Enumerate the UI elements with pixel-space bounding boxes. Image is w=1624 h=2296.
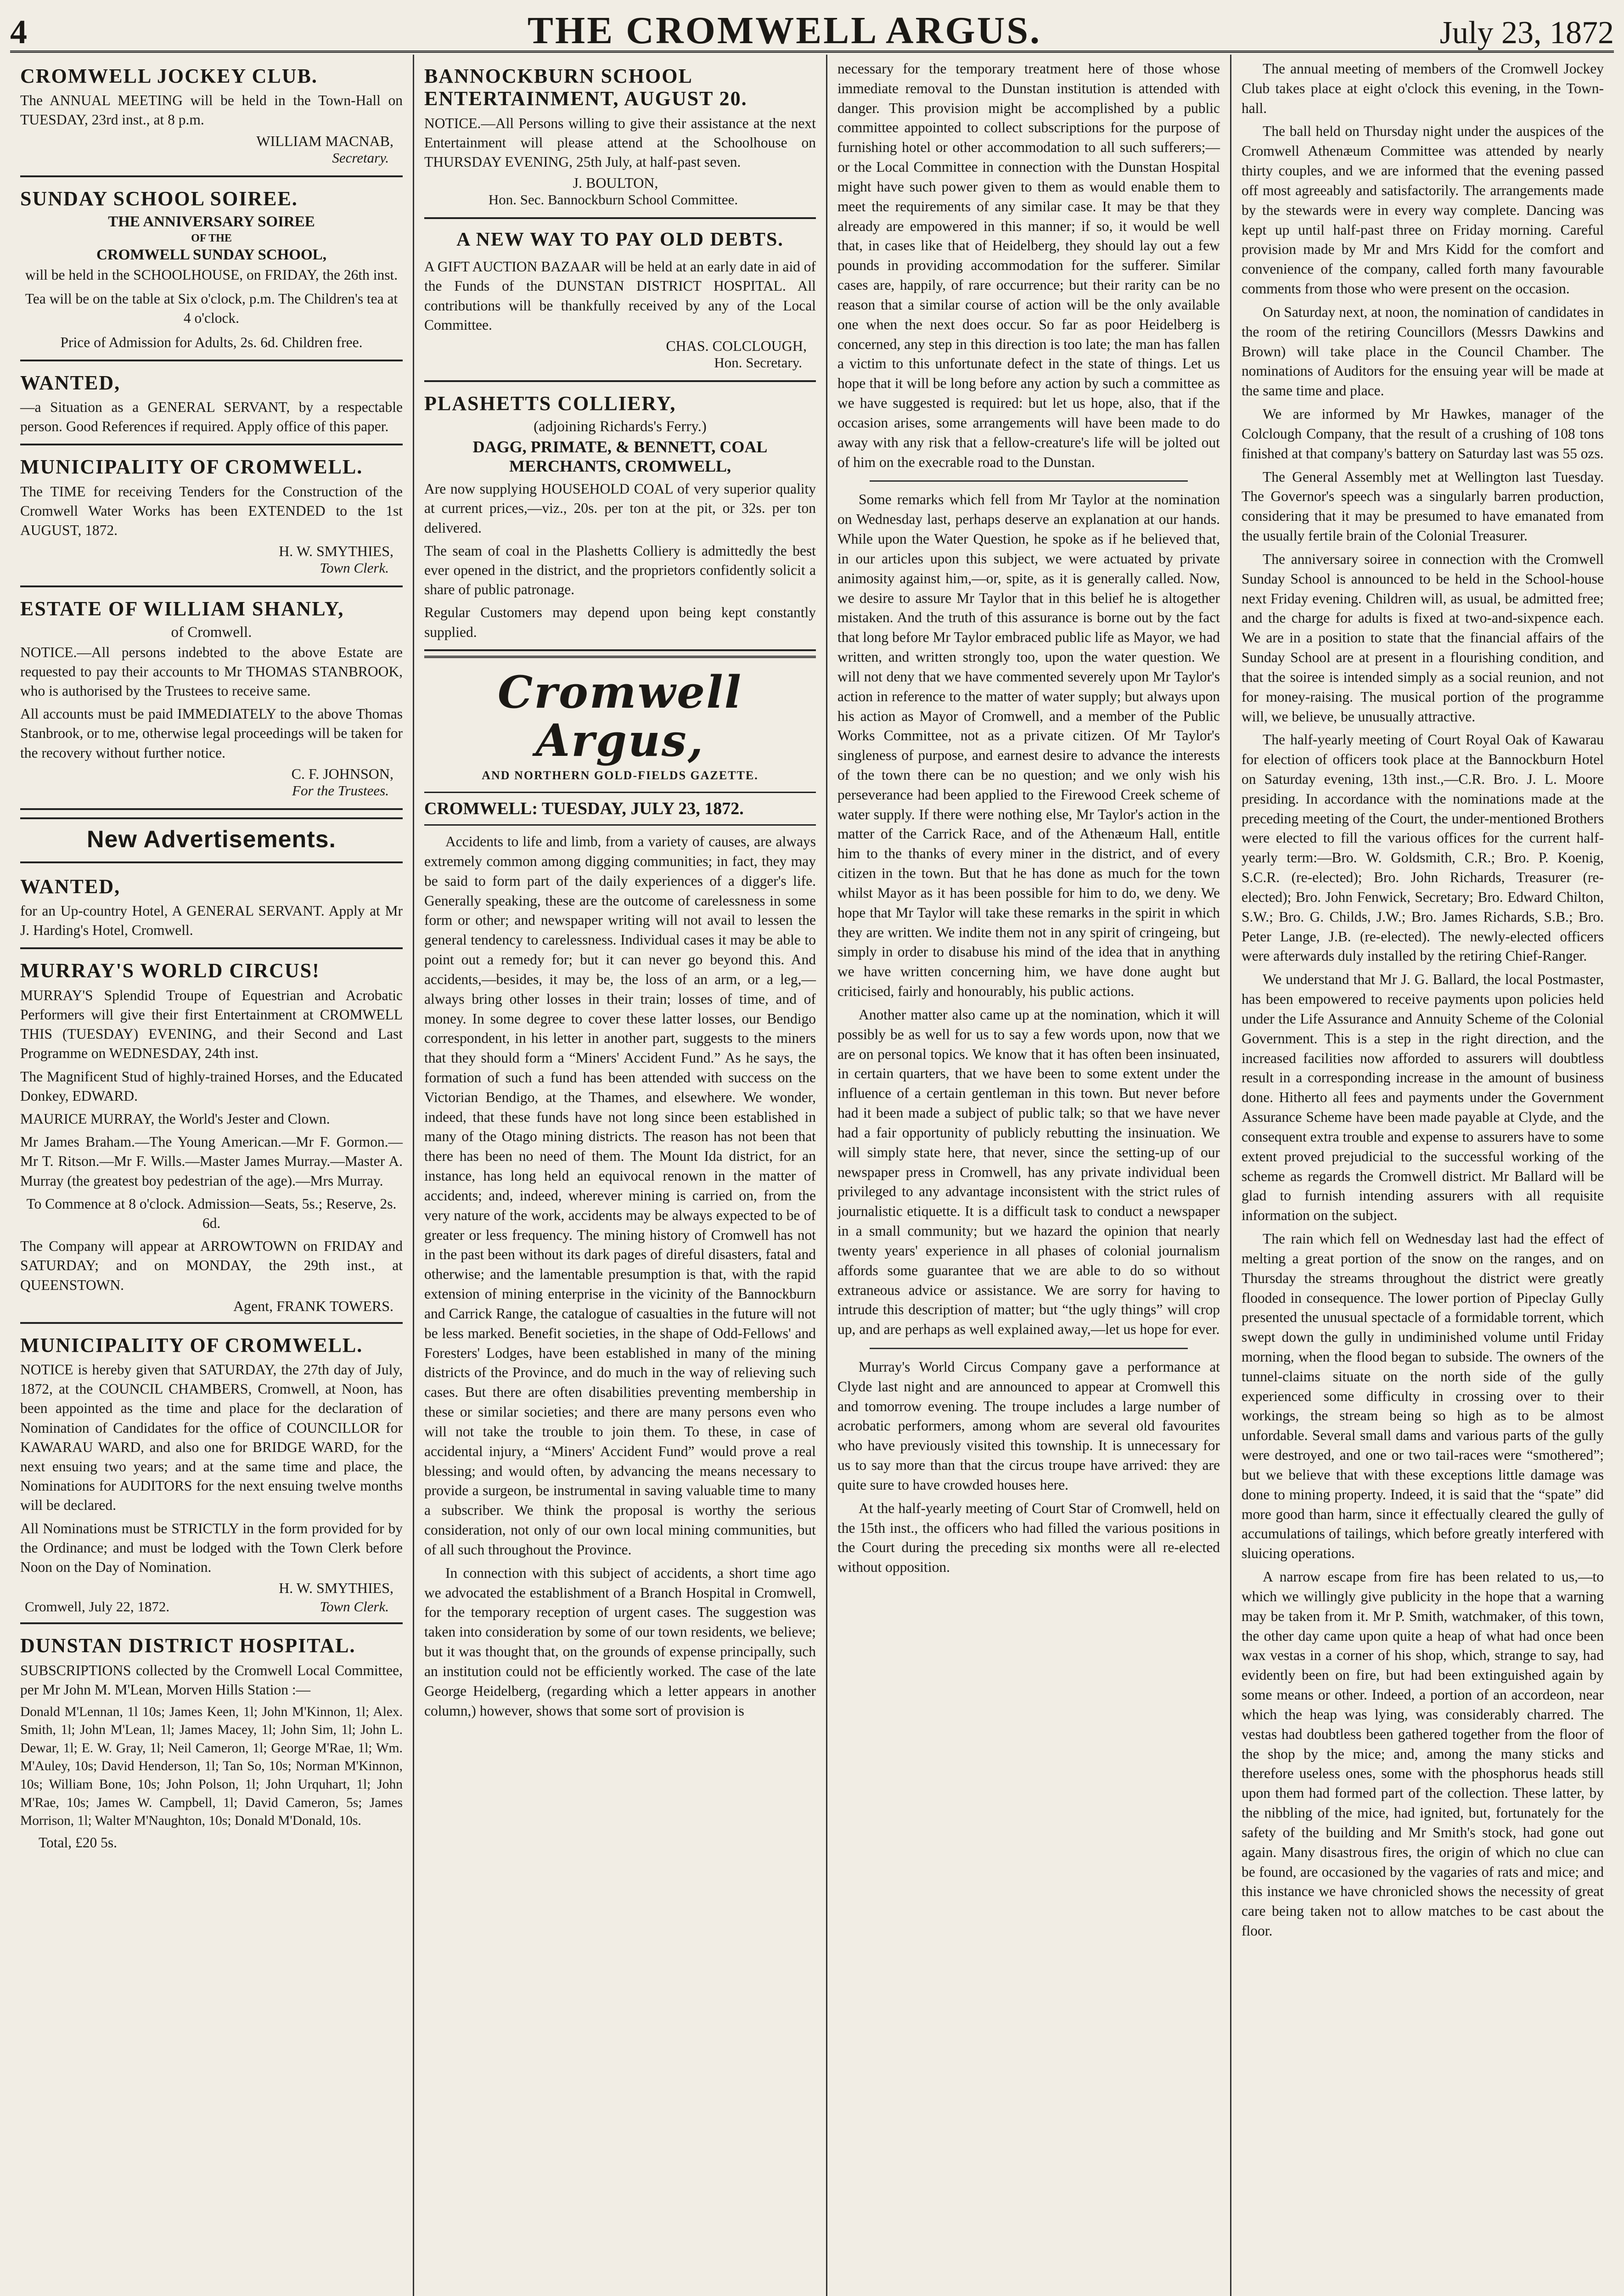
paper-name: THE CROMWELL ARGUS. (527, 9, 1042, 52)
ad-municipality-tenders (20, 450, 403, 587)
news-paragraph: The General Assembly met at Wellington last Tuesday. The Governor's speech was a singularly barren production, considering that it may be presumed to have emanated from the usually fertile brain of the Colonial Treasurer. (1242, 468, 1604, 544)
ad-body: To Commence at 8 o'clock. Admission—Seats, 5s.; Reserve, 2s. 6d. (26, 1195, 397, 1231)
news-paragraph: The annual meeting of members of the Cromwell Jockey Club takes place at eight o'clock this evening, in the Town-hall. (1242, 61, 1604, 116)
ad-body: The seam of coal in the Plashetts Colliery is admittedly the best ever opened in the district, and the proprietors confidently solicit a share of public patronage. (424, 542, 816, 598)
editorial-paragraph: In connection with this subject of accidents, a short time ago we advocated the establishment of a Branch Hospital in Cromwell, for the temporary reception of urgent cases. The suggestion was taken into consideration by some of our town residents, we believe; but it was thought that, on the grounds of expense principally, such an institution could not be efficiently worked. The case of the late George Heidelberg, (regarding which a letter appears in another column,) however, shows that some sort of provision is (424, 1564, 816, 1719)
ad-line: Price of Admission for Adults, 2s. 6d. Children free. (60, 334, 363, 350)
ad-bannockburn-school (424, 59, 816, 219)
ad-signer-role: Secretary. (332, 149, 389, 166)
ad-firm: DAGG, PRIMATE, & BENNETT, COAL MERCHANTS, CROMWELL, (472, 438, 768, 476)
ad-body: The TIME for receiving Tenders for the Construction of the Cromwell Water Works has been EXTENDED to the 1st AUGUST, 1872. (20, 483, 403, 539)
editorial-paragraph: Accidents to life and limb, from a variety of causes, are always extremely common among digging communities; in fact, they may be said to form part of the daily experiences of a digger's life. Generally speaking, these are the outcome of carelessness in some form or other; and newspaper writing will not avail to lessen the general tendency to carelessness. Individual cases it may be able to point out a remedy for; but it can never go beyond this. And accidents,—besides, it may be, the loss of an arm, or a leg,—always bring other losses in their train; losses of time, and of money. In some degree to cover these latter losses, our Bendigo correspondent, in his letter in another part, suggests to the miners that they should form a “Miners' Accident Fund.” As he says, the formation of such a fund has been attended with success on the Victorian Bendigo, at the Thames, and elsewhere. We wonder, indeed, that these funds have not long since been established in many of the Otago mining districts. The reason has not been that there has been no need of them. The Mount Ida district, for an instance, has long held an equivocal renown in the matter of accidents; and, indeed, wherever mining is carried on, from the very nature of the work, accidents may be always expected to be of greater or less frequency. The mining history of Cromwell has not in the past been without its dark pages of direful disasters, fatal and otherwise; and the lamentable presumption is that, with the rapid extension of mining enterprise in the vicinity of the Bannockburn and Carrick Range, the catalogue of casualties in the future will not be less marked. Benefit societies, in the shape of Odd-Fellows' and Foresters' Lodges, have been established in many of the mining districts of the Province, and do much in the way of relieving such cases. But there are often disabilities preventing membership in these or similar societies; and there are many persons even who will not take the trouble to join them. To these, in case of accidental injury, a “Miners' Accident Fund” would prove a real blessing; and would often, by advancing the means necessary to provide a surgeon, be instrumental in saving valuable time to many a subscriber. We think the proposal is worthy the serious consideration, not only of our own local mining communities, but of all such throughout the Province. (424, 833, 816, 1558)
ad-body: Regular Customers may depend upon being kept constantly supplied. (424, 604, 816, 640)
columns (10, 55, 1614, 2296)
news-paragraph: On Saturday next, at noon, the nomination of candidates in the room of the retiring Councillors (Messrs Dawkins and Brown) will take place in the Council Chamber. The nominations of Auditors for the ensuing year will be made at the same time and place. (1242, 304, 1604, 399)
page-number: 4 (10, 13, 27, 51)
ad-signer: WILLIAM MACNAB, (256, 132, 393, 149)
ad-plashetts-colliery (424, 387, 816, 651)
ad-signer: H. W. SMYTHIES, (279, 543, 393, 560)
ad-jockey-club (20, 59, 403, 177)
new-advertisements-banner: New Advertisements. (20, 817, 403, 863)
ad-heading: WANTED, (20, 371, 121, 394)
ad-heading: ESTATE OF WILLIAM SHANLY, (20, 597, 344, 620)
ad-heading: DUNSTAN DISTRICT HOSPITAL. (20, 1634, 356, 1657)
ad-heading: MUNICIPALITY OF CROMWELL. (20, 456, 363, 478)
ad-line: will be held in the SCHOOLHOUSE, on FRIDAY, the 26th inst. (25, 266, 398, 283)
article-paragraph: Another matter also came up at the nomination, which it will possibly be as well for us to say a few words upon, now that we are on personal topics. We know that it has often been insinuated, in certain quarters, that we have been to some extent under the influence of a certain gentleman in this town. But never before had it been made a subject of public talk; so that we have never had a fair opportunity of publicly rebutting the insinuation. We will simply state here, that never, since the setting-up of our newspaper press in Cromwell, has any private individual been privileged to any advantage inconsistent with the strict rules of journalistic etiquette. It is a difficult task to conduct a newspaper in a small community; but we hazard the opinion that nearly twenty years' experience in all phases of colonial journalism affords some guarantee that we are able to do so without extraneous advice or assistance. We are sorry for having to intrude this description of matter; but “the ugly things” will crop up, and are perhaps as well explained away,—let us hope for ever. (837, 1006, 1220, 1338)
ad-gift-auction (424, 224, 816, 382)
ad-dateline: Cromwell, July 22, 1872. (25, 1598, 170, 1615)
ad-heading: MUNICIPALITY OF CROMWELL. (20, 1334, 363, 1356)
divider (870, 1348, 1188, 1349)
column-4 (1231, 55, 1614, 2296)
ad-body: MAURICE MURRAY, the World's Jester and Clown. (20, 1110, 330, 1127)
article-paragraph: necessary for the temporary treatment here of those whose immediate removal to the Dunstan institution is attended with danger. This provision might be accomplished by a public committee appointed to collect subscriptions for the purpose of furnishing hotel or other accommodation to all such sufferers;—or the Local Committee in connection with the Dunstan Hospital might have such power given to them as would enable them to meet the requirements of any similar case. It may be that they already are empowered in this manner; if so, it would be well that, in cases like that of Heidelberg, they should lay out a few pounds in providing accommodation for the sufferer. Similar cases are, happily, of rare occurrence; but their rarity can be no reason that a similar course of action will be the only available one when the next does occur. So far as poor Heidelberg is concerned, any step in this direction is too late; the man has fallen a victim to this unfortunate defect in the state of things. Let us hope that it will be long before any action by such a committee as we have suggested is required: but let us hope, also, that if the occasion arises, some arrangements will have been made to do away with any risk that a fellow-creature's life will be jolted out of him on the execrable road to the Dunstan. (837, 61, 1220, 470)
ad-body: MURRAY'S Splendid Troupe of Equestrian and Acrobatic Performers will give their first Entertainment at CROMWELL THIS (TUESDAY) EVENING, and their Second and Last Programme on WEDNESDAY, 24th inst. (20, 987, 403, 1062)
ad-signer-role: Town Clerk. (320, 1598, 389, 1615)
ad-heading: MURRAY'S WORLD CIRCUS! (20, 959, 320, 982)
ad-municipality-nominations (20, 1328, 403, 1625)
ad-body: NOTICE.—All Persons willing to give their assistance at the next Entertainment will please attend at the Schoolhouse on THURSDAY EVENING, 25th July, at half-past seven. (424, 115, 816, 170)
ad-heading: BANNOCKBURN SCHOOL ENTERTAINMENT, AUGUST 20. (424, 65, 747, 110)
subscription-total: Total, £20 5s. (39, 1834, 118, 1851)
subscription-list: Donald M'Lennan, 1l 10s; James Keen, 1l; John M'Kinnon, 1l; Alex. Smith, 1l; John M'Lean, 1l; James Macey, 1l; John Sim, 1l; John L. Dewar, 1l; E. W. Gray, 1l; Neil Cameron, 1l; George M'Rae, 1l; Wm. M'Auley, 10s; David Henderson, 1l; Tan So, 10s; Norman M'Kinnon, 10s; William Bone, 10s; John Polson, 1l; John Urquhart, 1l; John M'Rae, 10s; James W. Campbell, 1l; David Cameron, 5s; James Morrison, 1l; Walter M'Naughton, 10s; Donald M'Donald, 10s. (20, 1704, 403, 1829)
news-paragraph: We are informed by Mr Hawkes, manager of the Colclough Company, that the result of a crushing of 108 tons finished at that company's battery on Saturday last was 55 ozs. (1242, 406, 1604, 461)
nameplate (424, 656, 816, 787)
ad-body: Mr James Braham.—The Young American.—Mr F. Gormon.—Mr T. Ritson.—Mr F. Wills.—Master James Murray.—Master A. Murray (the greatest boy pedestrian of the age).—Mrs Murray. (20, 1134, 403, 1189)
ad-body: Are now supplying HOUSEHOLD COAL of very superior quality at current prices,—viz., 20s. per ton at the pit, or 32s. per ton delivered. (424, 481, 816, 536)
ad-body: SUBSCRIPTIONS collected by the Cromwell Local Committee, per Mr John M. M'Lean, Morven Hills Station :— (20, 1662, 403, 1698)
ad-body: —a Situation as a GENERAL SERVANT, by a respectable person. Good References if required. Apply office of this paper. (20, 399, 403, 435)
ad-signer-role: Hon. Sec. Bannockburn School Committee. (488, 191, 738, 208)
news-paragraph: A narrow escape from fire has been related to us,—to which we willingly give publicity in the hope that a warning may be taken from it. Mr P. Smith, watchmaker, of this town, the other day came upon quite a heap of what had once been wax vestas in a corner of his shop, which, strange to say, had evidently been on fire, but had been extinguished again by some means or other. Indeed, a portion of an accordeon, near which the heap was lying, was considerably charred. The vestas had doubtless been gathered together from the floor of the shop by the mice; and, among the many sticks and therefore useless ones, some with the phosphorus heads still upon them had formed part of the collection. These latter, by the nibbling of the mice, had ignited, but, fortunately for the safety of the building and Mr Smith's stock, had gone out again. Many disastrous fires, the origin of which no clue can be found, are occasioned by the vagaries of rats and mice; and this instance we have chronicled shows the necessity of great care being taken not to allow matches to be cast about the floor. (1242, 1569, 1604, 1939)
ad-estate-shanly (20, 592, 403, 810)
ad-body: All accounts must be paid IMMEDIATELY to the above Thomas Stanbrook, or to me, otherwise legal proceedings will be taken for the recovery without further notice. (20, 706, 403, 761)
masthead (10, 8, 1614, 53)
ad-body: A GIFT AUCTION BAZAAR will be held at an early date in aid of the Funds of the DUNSTAN DISTRICT HOSPITAL. All contributions will be thankfully received by any of the Local Committee. (424, 259, 816, 333)
nameplate-title: Cromwell Argus, (497, 666, 743, 767)
news-paragraph: The anniversary soiree in connection with the Cromwell Sunday School is announced to be held in the School-house next Friday evening. Children will, as usual, be admitted free; and the charge for adults is fixed at two-and-sixpence each. We are in a position to state that the financial affairs of the Sunday School are at present in a flourishing condition, and that the soiree is intended simply as a social reunion, and not for money-raising. The musical portion of the programme will, we believe, be unusually attractive. (1242, 551, 1604, 725)
ad-heading: SUNDAY SCHOOL SOIREE. (20, 187, 298, 210)
ad-murrays-circus (20, 954, 403, 1323)
news-paragraph: The rain which fell on Wednesday last had the effect of melting a great portion of the snow on the ranges, and on Thursday the streams throughout the district were greatly flooded in consequence. The lower portion of Pipeclay Gully presented the unusual spectacle of a formidable torrent, which swept down the gully in undiminished volume until Friday morning, when the flood began to subside. The owners of the tunnel-claims situate on the north side of the gully experienced some difficulty in crossing over to their workings, the stream being so high as to be almost unfordable. Several small dams and various parts of the gully were destroyed, and one or two tail-races were “smothered”; but we believe that with these exceptions little damage was done to mining property. Indeed, it is said that the “spate” did more good than harm, since it effectually cleared the gully of accumulations of tailings, which before greatly interfered with sluicing operations. (1242, 1231, 1604, 1562)
news-paragraph: We understand that Mr J. G. Ballard, the local Postmaster, has been empowered to receive payments upon policies held under the Life Assurance and Annuity Scheme of the Colonial Government. This is a step in the right direction, and the increased facilities now afforded to assurers will doubtless result in a corresponding increase in the amount of business done. Hitherto all fees and payments under the Government Assurance Scheme have been made payable at Clyde, and the consequent extra trouble and expense to assurers have to some extent proved prejudicial to the successful working of the scheme as regards the Cromwell district. Mr Ballard will be glad to furnish intending assurers with all requisite information on the subject. (1242, 971, 1604, 1224)
ad-wanted-servant (20, 870, 403, 950)
ad-signer-role: For the Trustees. (292, 782, 389, 799)
ad-signer: CHAS. COLCLOUGH, (666, 337, 807, 354)
ad-sunday-school-soiree (20, 182, 403, 361)
ad-signer-role: Town Clerk. (320, 560, 389, 576)
article-paragraph: At the half-yearly meeting of Court Star of Cromwell, held on the 15th inst., the officers who had filled the various positions in the Court during the preceding six months were all re-elected without opposition. (837, 1500, 1220, 1576)
ad-body: The Magnificent Stud of highly-trained Horses, and the Educated Donkey, EDWARD. (20, 1068, 403, 1104)
ad-line: CROMWELL SUNDAY SCHOOL, (96, 246, 326, 263)
ad-subheading: (adjoining Richards's Ferry.) (534, 418, 707, 435)
ad-body: The ANNUAL MEETING will be held in the Town-Hall on TUESDAY, 23rd inst., at 8 p.m. (20, 92, 403, 128)
news-paragraph: The half-yearly meeting of Court Royal Oak of Kawarau for election of officers took place at the Bannockburn Hotel on Saturday evening, 13th inst.,—C.R. Bro. J. L. Moore presiding. In accordance with the nominations made at the preceding meeting of the Court, the under-mentioned Brothers were elected to fill the various offices for the current half-yearly term:—Bro. W. Goldsmith, C.R.; Bro. P. Koenig, S.C.R. (re-elected); Bro. John Richards, Treasurer (re-elected); Bro. John Fenwick, Secretary; Bro. Edward Chilton, S.W.; Bro. G. Childs, J.W.; Bro. James Richards, S.B.; Bro. Peter Lange, J.B. (re-elected). The newly-elected officers were afterwards duly installed by the retiring Chief-Ranger. (1242, 732, 1604, 964)
ad-signer: Agent, FRANK TOWERS. (233, 1297, 393, 1314)
ad-subheading: of Cromwell. (171, 624, 252, 641)
nameplate-subtitle: AND NORTHERN GOLD-FIELDS GAZETTE. (482, 769, 759, 782)
ad-signer: J. BOULTON, (573, 174, 658, 191)
ad-line: Tea will be on the table at Six o'clock, p.m. The Children's tea at 4 o'clock. (25, 291, 398, 326)
ad-body: NOTICE is hereby given that SATURDAY, the 27th day of July, 1872, at the COUNCIL CHAMBERS, Cromwell, at Noon, has been appointed as the time and place for the declaration of Nomination of Candidates for the office of COUNCILLOR for KAWARAU WARD, and also one for BRIDGE WARD, for the next ensuing two years; and at the same time and place, the Nominations for AUDITORS for the next ensuing twelve months will be declared. (20, 1362, 403, 1514)
column-3 (827, 55, 1231, 2296)
article-paragraph: Murray's World Circus Company gave a performance at Clyde last night and are announced to appear at Cromwell this and tomorrow evening. The troupe includes a large number of acrobatic performers, among whom are several old favourites who have previously visited this township. It is unnecessary for us to say more than that the circus troupe have arrived: they are quite sure to have crowded houses here. (837, 1359, 1220, 1493)
ad-line: THE ANNIVERSARY SOIREE (108, 213, 315, 230)
issue-date: July 23, 1872 (1439, 15, 1614, 51)
column-2 (414, 55, 827, 2296)
ad-heading: CROMWELL JOCKEY CLUB. (20, 65, 318, 87)
column-1 (10, 55, 414, 2296)
ad-signer-role: Hon. Secretary. (714, 354, 802, 371)
ad-signer: C. F. JOHNSON, (291, 765, 393, 782)
ad-heading: A NEW WAY TO PAY OLD DEBTS. (456, 229, 784, 251)
ad-signer: H. W. SMYTHIES, (279, 1580, 393, 1597)
ad-body: All Nominations must be STRICTLY in the form provided for by the Ordinance; and must be lodged with the Town Clerk before Noon on the Day of Nomination. (20, 1520, 403, 1576)
news-paragraph: The ball held on Thursday night under the auspices of the Cromwell Athenæum Committee was attended by nearly thirty couples, and we are informed that the evening passed off most agreeably and satisfactorily. The arrangements made by the stewards were in every way complete. Dancing was kept up until half-past three on Friday morning. Careful provision made by Mr and Mrs Kidd for the comfort and convenience of the company, called forth many favourable comments from those who were present on the occasion. (1242, 123, 1604, 297)
ad-heading: WANTED, (20, 875, 121, 898)
editorial-dateline: CROMWELL: TUESDAY, JULY 23, 1872. (424, 792, 816, 826)
ad-body: The Company will appear at ARROWTOWN on FRIDAY and SATURDAY; and on MONDAY, the 29th inst., at QUEENSTOWN. (20, 1238, 403, 1293)
divider (870, 480, 1188, 482)
ad-body: NOTICE.—All persons indebted to the above Estate are requested to pay their accounts to Mr THOMAS STANBROOK, who is authorised by the Trustees to receive same. (20, 644, 403, 699)
ad-heading: PLASHETTS COLLIERY, (424, 392, 676, 415)
article-paragraph: Some remarks which fell from Mr Taylor at the nomination on Wednesday last, perhaps deserve an explanation at our hands. While upon the Water Question, he spoke as if he believed that, in our articles upon this subject, we were actuated by private animosity against him,—or, spite, as it is generally called. Now, we desire to assure Mr Taylor that in this belief he is altogether mistaken. And the truth of this assurance is borne out by the fact that long before Mr Taylor embraced public life as Mayor, we had written, and written strongly too, upon the water question. We will not deny that we have commented severely upon Mr Taylor's action in reference to the matter of water supply; but always upon his action as Mayor of Cromwell, and a member of the Public Works Committee, not as a private citizen. Of Mr Taylor's singleness of purpose, and earnest desire to advance the interests of the town there can be no question; and we only wish his perseverance had been applied to the Firewood Creek scheme of water supply. If there were nothing else, Mr Taylor's action in the matter of the Carrick Race, and of the Athenæum Hall, entitle him to the thanks of every miner in the district, and of every citizen in the town. But that he has done as much for the town whilst Mayor as it has been possible for him to do, we deny. We hope that Mr Taylor will take these remarks in the spirit in which they are written. We indite them not in any spirit of cringeing, but simply in order to disabuse his mind of the idea that in anything we have written concerning him, we have done aught but criticised, fairly and honourably, his public actions. (837, 491, 1220, 1000)
ad-line: OF THE (191, 232, 232, 244)
ad-wanted-situation (20, 366, 403, 446)
ad-dunstan-hospital (20, 1629, 403, 1859)
ad-body: for an Up-country Hotel, A GENERAL SERVANT. Apply at Mr J. Harding's Hotel, Cromwell. (20, 903, 403, 939)
